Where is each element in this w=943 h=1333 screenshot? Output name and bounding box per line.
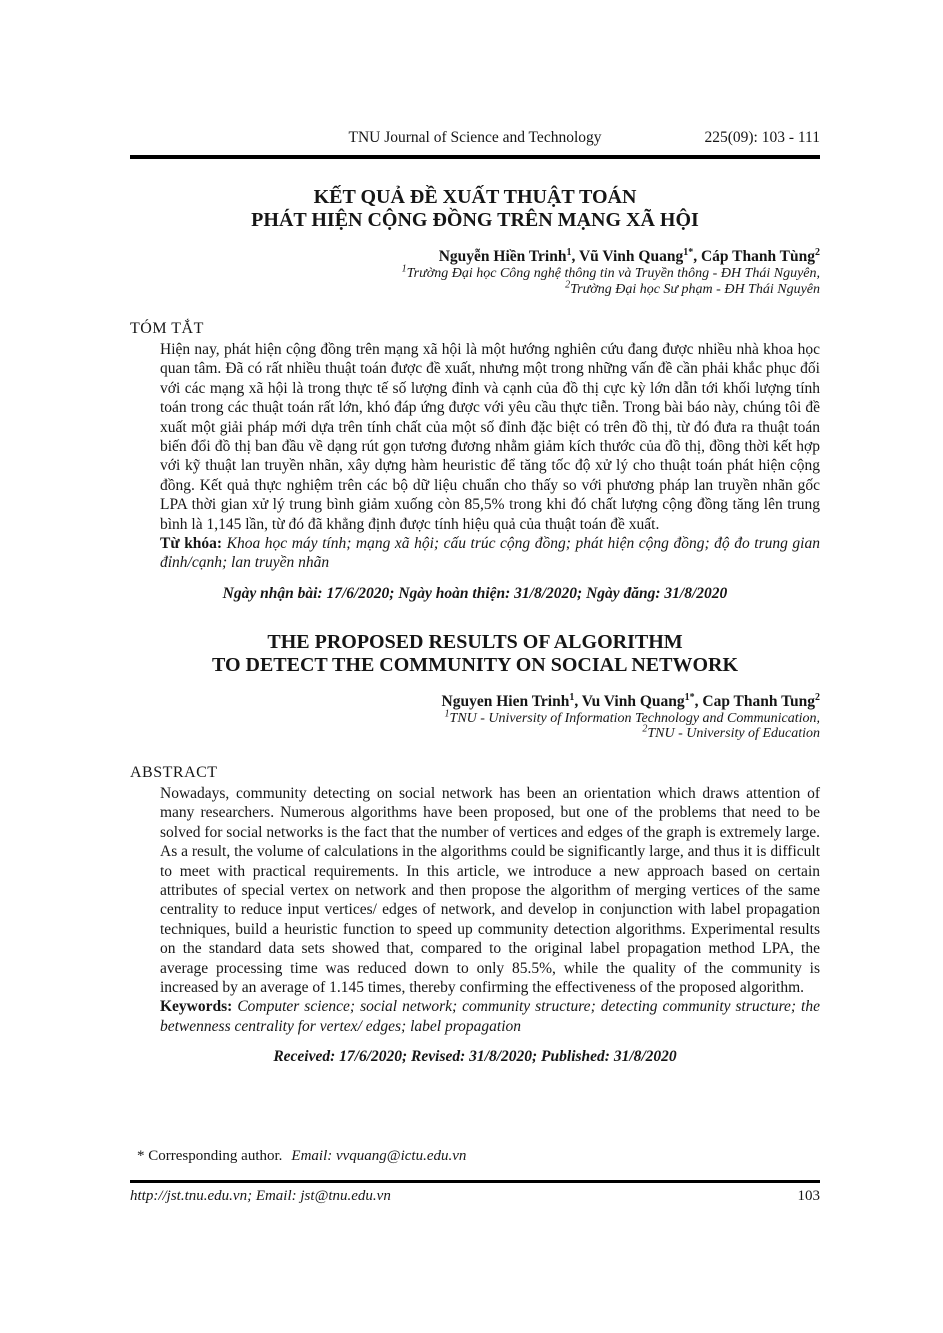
author-separator: ,: [571, 248, 579, 265]
page-footer: [130, 1188, 820, 1205]
keywords-label: Từ khóa:: [160, 535, 223, 553]
author-name: Vu Vinh Quang: [581, 692, 685, 710]
vietnamese-affiliation-2: [130, 278, 820, 298]
vietnamese-authors-block: [130, 247, 820, 297]
vietnamese-abstract-text: Hiện nay, phát hiện cộng đồng trên mạng xã hội là một hướng nghiên cứu đang được nhiều nhà khoa học quan tâm. Đã có rất nhiều thuật toán được đề xuất, nhưng một trong những vấn đề cần phải khắc phục đối với các mạng xã hội là trong thực tế số lượng đỉnh và cạnh của đồ thị cực kỳ lớn dẫn tới khối lượng tính toán trong các thuật toán rất lớn, khó đáp ứng được với yêu cầu thực tiễn. Trong bài báo này, chúng tôi đề xuất một giải pháp mới dựa trên tính chất của một số đỉnh đặc biệt có trên đồ thị, từ đó đưa ra thuật toán biến đổi đồ thị ban đầu về dạng rút gọn tương đương nhằm giảm kích thước của đồ thị, đồng thời kết hợp với kỹ thuật lan truyền nhãn, xây dựng hàm heuristic để tăng tốc độ xử lý cho thuật toán phát hiện cộng đồng. Kết quả thực nghiệm trên các bộ dữ liệu chuẩn cho thấy so với phương pháp lan truyền nhãn gốc LPA thời gian xử lý trung bình giảm xuống còn 85,5% trong khi đó chất lượng cộng đồng tăng lên trung bình là 1,145 lần, từ đó đã khẳng định được tính hiệu quả của thuật toán đề xuất.: [160, 341, 820, 533]
english-title-line2: TO DETECT THE COMMUNITY ON SOCIAL NETWORK: [211, 653, 739, 676]
vietnamese-affiliation-1: [130, 263, 820, 282]
page-number: 103: [797, 1188, 820, 1204]
keywords-label: Keywords:: [160, 998, 233, 1016]
keywords-text: Computer science; social network; community structure; detecting community structure; the betwenness centrality for vertex/ edges; label propagation: [160, 998, 820, 1035]
journal-name: TNU Journal of Science and Technology: [348, 129, 602, 146]
author-affiliation-mark: 1: [566, 246, 572, 258]
affiliation-mark: 2: [642, 723, 648, 735]
vietnamese-keywords: [160, 534, 820, 573]
english-title: [130, 631, 820, 677]
vietnamese-authors: [130, 247, 820, 266]
vietnamese-title-line1: KẾT QUẢ ĐỀ XUẤT THUẬT TOÁN: [313, 186, 637, 208]
vietnamese-title-line2: PHÁT HIỆN CỘNG ĐỒNG TRÊN MẠNG XÃ HỘI: [251, 209, 699, 231]
affiliation-text: TNU - University of Information Technology and Communication,: [449, 710, 820, 726]
vietnamese-dates-line: Ngày nhận bài: 17/6/2020; Ngày hoàn thiện: 31/8/2020; Ngày đăng: 31/8/2020: [222, 584, 728, 602]
journal-website-email: http://jst.tnu.edu.vn; Email: jst@tnu.edu.vn: [130, 1188, 391, 1204]
corresponding-author-email: Email: vvquang@ictu.edu.vn: [291, 1148, 467, 1164]
author-name: Nguyen Hien Trinh: [441, 692, 570, 710]
author-name: Cáp Thanh Tùng: [700, 248, 815, 265]
journal-header: [130, 129, 820, 149]
author-affiliation-mark: 1: [569, 691, 575, 703]
english-affiliation-1: [130, 708, 820, 727]
author-separator: ,: [574, 692, 582, 710]
vietnamese-title: [130, 186, 820, 232]
affiliation-mark: 2: [565, 278, 571, 290]
english-title-line1: THE PROPOSED RESULTS OF ALGORITHM: [267, 630, 683, 653]
affiliation-mark: 1: [401, 263, 407, 275]
keywords-text: Khoa học máy tính; mạng xã hội; cấu trúc cộng đồng; phát hiện cộng đồng; độ đo trung gian đỉnh/cạnh; lan truyền nhãn: [160, 535, 820, 572]
author-affiliation-mark: 2: [815, 246, 820, 258]
english-authors: [130, 692, 820, 711]
author-affiliation-mark: 2: [815, 691, 820, 703]
english-abstract-heading: ABSTRACT: [130, 763, 218, 781]
author-separator: ,: [694, 692, 703, 710]
header-rule: [130, 155, 820, 159]
vietnamese-abstract-heading: TÓM TẮT: [130, 320, 204, 337]
english-dates-line: Received: 17/6/2020; Revised: 31/8/2020; Published: 31/8/2020: [273, 1048, 677, 1066]
page-content: [130, 0, 820, 1066]
author-affiliation-mark: 1*: [683, 246, 694, 258]
english-authors-block: [130, 692, 820, 742]
english-keywords: [160, 997, 820, 1036]
author-name: Nguyễn Hiền Trinh: [438, 248, 567, 265]
affiliation-text: Trường Đại học Công nghệ thông tin và Truyền thông - ĐH Thái Nguyên,: [406, 266, 820, 281]
corresponding-author-footnote: [137, 1148, 820, 1165]
author-name: Vũ Vinh Quang: [578, 248, 684, 265]
author-name: Cap Thanh Tung: [702, 692, 815, 710]
affiliation-text: TNU - University of Education: [647, 726, 820, 742]
english-abstract-text: Nowadays, community detecting on social network has been an orientation which draws attention of many researchers. Numerous algorithms have been proposed, but one of the problems that need to be solved for social networks is the fact that the number of vertices and edges of the graph is extremely large. As a result, the volume of calculations in the algorithms could be significantly large, and thus it is difficult to meet with practical requirements. In this article, we introduce a new approach based on certain attributes of special vertex on network and then propose the algorithm of merging vertices of the same centrality to reduce input vertices/ edges of network, and develop in conjunction with label propagation techniques, build a heuristic function to speed up community detection algorithms. Experimental results on the standard data sets showed that, compared to the original label propagation method LPA, the average processing time was reduced down to only 85.5%, while the quality of the community is increased by an average of 1.145 times, thereby confirming the effectiveness of the proposed algorithm.: [160, 784, 820, 996]
journal-issue-pages: 225(09): 103 - 111: [704, 129, 820, 146]
affiliation-mark: 1: [444, 708, 450, 720]
author-affiliation-mark: 1*: [684, 691, 695, 703]
english-affiliation-2: [130, 723, 820, 742]
affiliation-text: Trường Đại học Sư phạm - ĐH Thái Nguyên: [570, 281, 820, 297]
author-separator: ,: [693, 248, 701, 265]
footnote-text: * Corresponding author.: [137, 1148, 283, 1164]
footer-rule: [130, 1180, 820, 1183]
